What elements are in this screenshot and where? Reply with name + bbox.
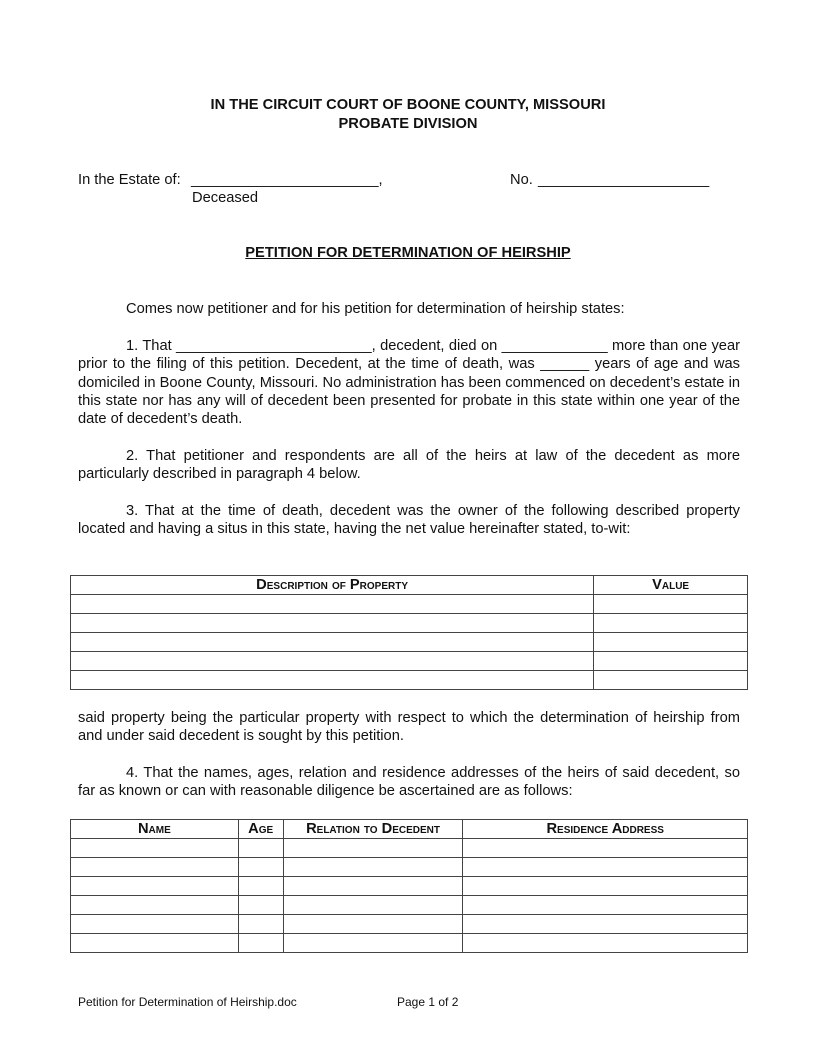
heirs-table-cell[interactable] <box>463 858 748 877</box>
heirs-table-cell[interactable] <box>463 934 748 953</box>
paragraph-3: 3. That at the time of death, decedent was the owner of the following described property located and having a situs in this state, having the net value hereinafter stated, to-wit: <box>78 503 740 538</box>
heirs-table-row <box>71 915 748 934</box>
property-table-cell[interactable] <box>594 652 748 671</box>
heirs-table-cell[interactable] <box>283 896 463 915</box>
heirs-table-cell[interactable] <box>283 877 463 896</box>
intro-paragraph: Comes now petitioner and for his petition for determination of heirship states: <box>126 301 625 317</box>
footer-page-number: Page 1 of 2 <box>397 995 459 1009</box>
heirs-table-cell[interactable] <box>238 877 283 896</box>
heirs-table-cell[interactable] <box>283 934 463 953</box>
paragraph-2: 2. That petitioner and respondents are all of the heirs at law of the decedent as more particularly described in paragraph 4 below. <box>78 448 740 483</box>
heirs-table-cell[interactable] <box>238 934 283 953</box>
property-table-row <box>71 652 748 671</box>
property-table-cell[interactable] <box>71 652 594 671</box>
heir-address-header: Residence Address <box>463 820 748 839</box>
heirs-table-cell[interactable] <box>463 915 748 934</box>
document-title: PETITION FOR DETERMINATION OF HEIRSHIP <box>245 245 571 261</box>
property-value-header: Value <box>594 576 748 595</box>
property-table-cell[interactable] <box>71 595 594 614</box>
heir-relation-header: Relation to Decedent <box>283 820 463 839</box>
case-number-label: No. <box>510 172 533 188</box>
heirs-table-row <box>71 896 748 915</box>
court-heading: IN THE CIRCUIT COURT OF BOONE COUNTY, MISSOURI <box>210 97 606 113</box>
property-table-cell[interactable] <box>71 614 594 633</box>
heirs-table-cell[interactable] <box>71 934 239 953</box>
property-table-cell[interactable] <box>594 671 748 690</box>
heirs-table-cell[interactable] <box>463 896 748 915</box>
property-table-cell[interactable] <box>71 671 594 690</box>
heirs-table-cell[interactable] <box>283 915 463 934</box>
property-table <box>70 575 748 690</box>
heirs-table-cell[interactable] <box>283 858 463 877</box>
deceased-label: Deceased <box>192 190 258 206</box>
property-description-header: Description of Property <box>71 576 594 595</box>
property-table-cell[interactable] <box>71 633 594 652</box>
after-table-paragraph: said property being the particular property with respect to which the determination of heirship from and under said decedent is sought by this petition. <box>78 710 740 745</box>
heir-name-header: Name <box>71 820 239 839</box>
heirs-table-cell[interactable] <box>283 839 463 858</box>
heirs-table-cell[interactable] <box>71 915 239 934</box>
heirs-table <box>70 819 748 953</box>
heirs-table-cell[interactable] <box>238 858 283 877</box>
case-number-field[interactable]: _____________________ <box>538 172 710 188</box>
estate-label: In the Estate of: <box>78 172 181 188</box>
property-table-row <box>71 633 748 652</box>
heirs-table-cell[interactable] <box>71 858 239 877</box>
heirs-table-row <box>71 877 748 896</box>
division-heading: PROBATE DIVISION <box>338 116 478 132</box>
heirs-table-cell[interactable] <box>238 915 283 934</box>
property-table-row <box>71 595 748 614</box>
heir-age-header: Age <box>238 820 283 839</box>
heirs-table-row <box>71 934 748 953</box>
heirs-table-cell[interactable] <box>463 877 748 896</box>
paragraph-1: 1. That ________________________, decedent, died on _____________ more than one year prior to the filing of this petition. Decedent, at the time of death, was ______ years of age and was domiciled in Boone County, Missouri. No administration has been commenced on decedent’s estate in this state nor has any will of decedent been presented for probate in this state within one year of the date of decedent’s death. <box>78 338 740 428</box>
property-table-cell[interactable] <box>594 595 748 614</box>
heirs-table-cell[interactable] <box>71 896 239 915</box>
heirs-table-row <box>71 858 748 877</box>
property-table-row <box>71 671 748 690</box>
estate-name-field[interactable]: _______________________, <box>191 172 383 188</box>
heirs-table-cell[interactable] <box>71 877 239 896</box>
property-table-row <box>71 614 748 633</box>
heirs-table-cell[interactable] <box>463 839 748 858</box>
heirs-table-row <box>71 839 748 858</box>
heirs-table-cell[interactable] <box>71 839 239 858</box>
footer-filename: Petition for Determination of Heirship.doc <box>78 995 297 1009</box>
property-table-cell[interactable] <box>594 614 748 633</box>
property-table-cell[interactable] <box>594 633 748 652</box>
heirs-table-cell[interactable] <box>238 896 283 915</box>
heirs-table-cell[interactable] <box>238 839 283 858</box>
paragraph-4: 4. That the names, ages, relation and residence addresses of the heirs of said decedent, so far as known or can with reasonable diligence be ascertained are as follows: <box>78 765 740 800</box>
